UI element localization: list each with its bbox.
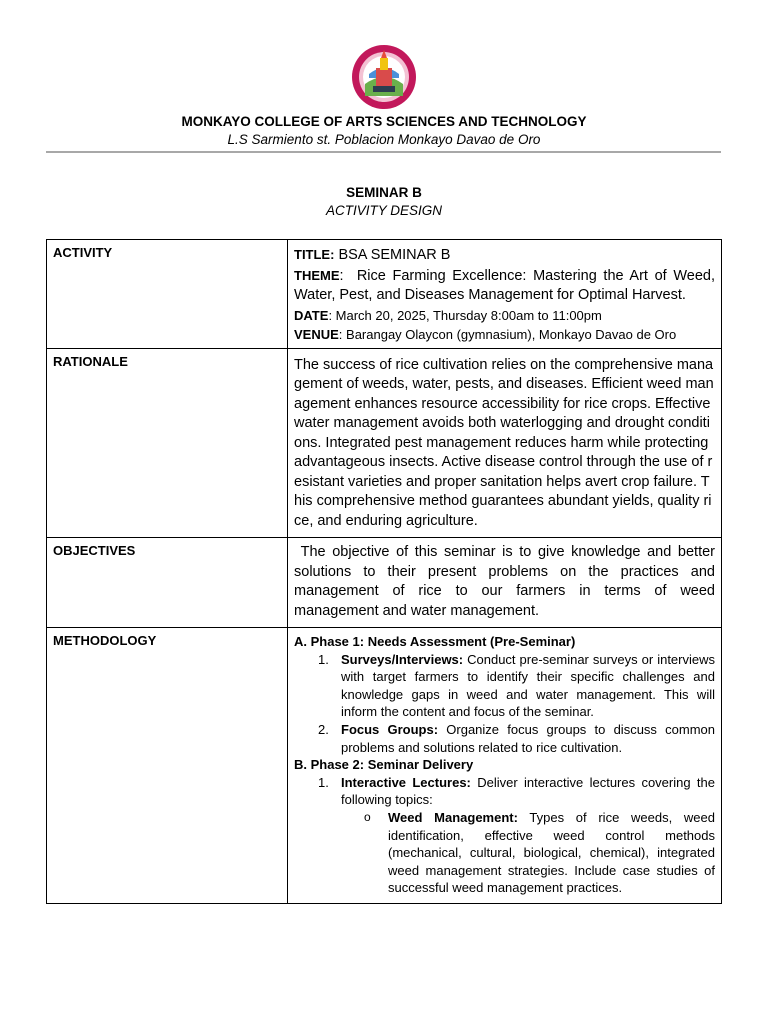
rationale-text: The success of rice cultivation relies on the comprehensive management of weeds, water, pests, and diseases. Efficient weed management enhances resource accessibility for rice crops. Effective water management avoids both waterlogging and drought conditions. Integrated pest management reduces harm while protecting advantageous insects. Active disease control through the use of resistant varieties and proper sanitation helps avert crop failure. This comprehensive method guarantees abundant yields, quality rice, and enduring agriculture. xyxy=(294,356,714,529)
theme-label: THEME xyxy=(294,267,340,283)
list-number: 1. xyxy=(318,651,329,667)
phase-b-sublist xyxy=(364,809,715,897)
rationale-row xyxy=(47,348,722,538)
date-value: : March 20, 2025, Thursday 8:00am to 11:00pm xyxy=(328,307,602,323)
activity-row xyxy=(47,240,722,349)
activity-label: ACTIVITY xyxy=(47,240,288,349)
objectives-row xyxy=(47,538,722,628)
list-item-heading: Interactive Lectures: xyxy=(341,774,471,790)
list-item-text: Organize focus groups to discuss common problems and solutions related to rice cultivation. xyxy=(341,721,715,755)
activity-details xyxy=(288,240,722,349)
list-number: 2. xyxy=(318,721,329,737)
methodology-row xyxy=(47,628,722,904)
activity-theme-line xyxy=(294,266,720,306)
list-item-content xyxy=(341,651,715,721)
title-label: TITLE: xyxy=(294,247,335,262)
rationale-cell xyxy=(288,348,722,538)
venue-label: VENUE xyxy=(294,326,339,342)
list-item-text: Conduct pre-seminar surveys or interviews with target farmers to identify their specific challenges and knowledge gaps in weed and water management. This will inform the content and focus of the seminar. xyxy=(341,651,715,720)
methodology-label: METHODOLOGY xyxy=(47,628,288,904)
list-item xyxy=(318,651,715,721)
activity-title-line xyxy=(294,245,715,266)
objectives-cell xyxy=(288,538,722,628)
sub-list-item-text: Types of rice weeds, weed identification, effective weed control methods (mechanical, cultural, biological, chemical), integrated weed management strategies. Include case studies of successful weed management practices. xyxy=(388,809,715,896)
activity-date-line xyxy=(294,306,715,325)
sub-list-item-heading: Weed Management: xyxy=(388,809,518,825)
college-name: MONKAYO COLLEGE OF ARTS SCIENCES AND TECHNOLOGY xyxy=(181,114,587,129)
document-title: SEMINAR B xyxy=(346,185,422,200)
activity-venue-line xyxy=(294,325,715,344)
phase-b-list xyxy=(318,774,715,809)
sub-list-item-content xyxy=(388,809,715,897)
list-item-heading: Focus Groups: xyxy=(341,721,439,737)
rationale-label: RATIONALE xyxy=(47,348,288,538)
document-subtitle: ACTIVITY DESIGN xyxy=(325,203,443,218)
theme-value: : Rice Farming Excellence: Mastering the Art of Weed, Water, Pest, and Diseases Management for Optimal Harvest. xyxy=(294,267,720,303)
list-item-content xyxy=(341,774,715,809)
objectives-label: OBJECTIVES xyxy=(47,538,288,628)
phase-b-heading: B. Phase 2: Seminar Delivery xyxy=(294,757,474,773)
objectives-text: The objective of this seminar is to give knowledge and better solutions to their present problems on the practices and management of rice to our farmers in terms of weed management and water management. xyxy=(294,544,720,619)
list-item xyxy=(318,774,715,809)
date-label: DATE xyxy=(294,307,329,323)
list-item-content xyxy=(341,721,715,756)
list-number: 1. xyxy=(318,774,329,790)
college-address: L.S Sarmiento st. Poblacion Monkayo Davao de Oro xyxy=(227,132,541,147)
activity-design-table xyxy=(46,239,722,904)
list-item xyxy=(318,721,715,756)
header-divider xyxy=(46,151,721,153)
venue-value: : Barangay Olaycon (gymnasium), Monkayo Davao de Oro xyxy=(338,326,677,342)
college-seal-icon xyxy=(351,44,417,110)
sub-list-item xyxy=(364,809,715,897)
list-item-heading: Surveys/Interviews: xyxy=(341,651,464,667)
list-item-text: Deliver interactive lectures covering the following topics: xyxy=(341,774,715,808)
phase-a-heading: A. Phase 1: Needs Assessment (Pre-Seminar) xyxy=(294,634,576,649)
title-value: BSA SEMINAR B xyxy=(338,247,451,263)
methodology-cell xyxy=(288,628,722,904)
bullet-icon: o xyxy=(364,809,371,824)
phase-a-list xyxy=(318,651,715,757)
